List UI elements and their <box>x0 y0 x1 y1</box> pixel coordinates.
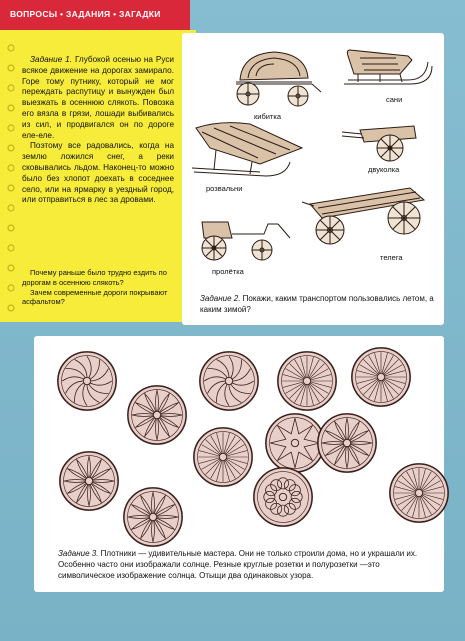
label-rozvalni: розвальни <box>206 184 243 193</box>
task1-paragraph-2: Поэтому все радовались, когда на землю ложился снег, а реки сковывались льдом. Наконец-то можно было без хлопот доехать в соседнее село, или на ярмарку в уездный город, или отправиться в лес за дровами. <box>22 141 174 205</box>
rosette-star-petals[interactable] <box>122 486 184 548</box>
task1-label: Задание 1. <box>30 55 73 64</box>
task3-label: Задание 3. <box>58 549 99 558</box>
section-header <box>0 0 190 30</box>
task1-paragraph-1: Глубокой осенью на Руси всякое движение на дорогах замирало. Горе тому путнику, который не мог переждать распутицу и вынужден был выезжать в осеннюю слякоть. Повозка его вязла в грязи, лошади выбивались из сил, и продвигался он по дороге еле-еле. <box>22 55 174 140</box>
rosette-spiral-swirl[interactable] <box>56 350 118 412</box>
question-1: Почему раньше было трудно ездить по дорогам в осеннюю слякоть? <box>22 268 167 287</box>
task3-text <box>58 548 438 581</box>
label-proletka: пролётка <box>212 267 244 276</box>
label-sani: сани <box>386 95 403 104</box>
rosette-radial-fan[interactable] <box>350 346 412 408</box>
rosette-radial-fan[interactable] <box>192 426 254 488</box>
label-telega: телега <box>380 253 403 262</box>
label-dvukolka: двуколка <box>368 165 400 174</box>
question-2: Зачем современные дороги покрывают асфальтом? <box>22 287 168 307</box>
rosette-radial-fan[interactable] <box>276 350 338 412</box>
kibitka-illustration <box>226 46 322 110</box>
dvukolka-illustration <box>340 116 436 164</box>
rosette-spiral-swirl[interactable] <box>198 350 260 412</box>
notebook-spiral <box>2 40 20 322</box>
rosette-radial-fan[interactable] <box>388 462 450 524</box>
rosette-star-petals[interactable] <box>316 412 378 474</box>
proletka-illustration <box>192 214 292 264</box>
rosette-star-petals[interactable] <box>58 450 120 512</box>
section-header-title: ВОПРОСЫ • ЗАДАНИЯ • ЗАГАДКИ <box>10 9 161 19</box>
task2-label: Задание 2. <box>200 294 241 303</box>
task1-text <box>22 55 174 206</box>
sani-illustration <box>340 44 436 92</box>
label-kibitka: кибитка <box>254 112 282 121</box>
task3-description: Плотники — удивительные мастера. Они не только строили дома, но и украшали их. Особенно часто они изображали солнце. Резные круглые розетки и полурозетки —это символическое изображение солнца. Отыщи два одинаковых узора. <box>58 549 418 580</box>
task2-question: Покажи, каким транспортом пользовались летом, а каким зимой? <box>200 294 434 314</box>
rozvalni-illustration <box>190 118 310 184</box>
telega-illustration <box>300 180 432 252</box>
task1-questions <box>22 268 174 307</box>
rosette-star-petals[interactable] <box>126 384 188 446</box>
rosette-rosette-circles[interactable] <box>252 466 314 528</box>
task2-text <box>200 294 440 315</box>
